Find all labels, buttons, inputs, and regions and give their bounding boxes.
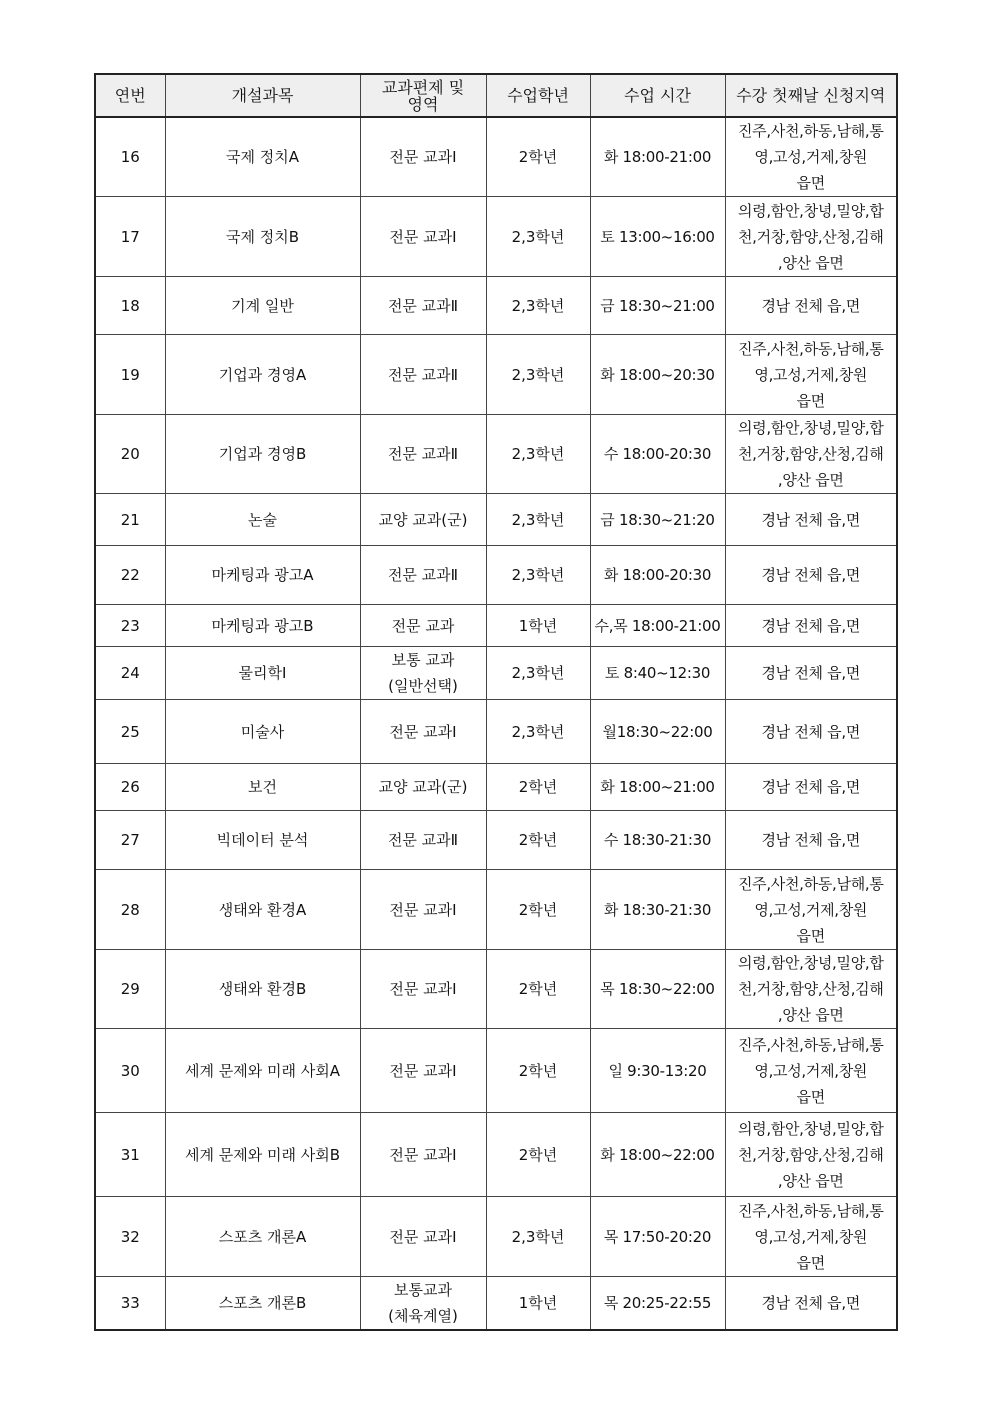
cell-region-line: 진주,사천,하동,남해,통 [737, 122, 884, 140]
cell-grade: 2학년 [486, 1113, 590, 1197]
cell-area [360, 811, 486, 870]
cell-region [725, 950, 897, 1029]
cell-area [360, 1113, 486, 1197]
cell-no: 26 [95, 764, 165, 811]
cell-area [360, 605, 486, 647]
cell-region [725, 1197, 897, 1277]
cell-area-line: 전문 교과Ⅰ [389, 722, 457, 741]
cell-region [725, 700, 897, 764]
table-row [95, 1277, 897, 1331]
cell-subject: 국제 정치B [165, 197, 360, 277]
cell-grade: 2,3학년 [486, 494, 590, 546]
cell-grade: 1학년 [486, 605, 590, 647]
cell-area-line: 전문 교과Ⅰ [389, 1227, 457, 1246]
cell-area-line: 전문 교과Ⅱ [387, 566, 459, 584]
cell-no: 17 [95, 197, 165, 277]
table-row [95, 494, 897, 546]
cell-grade: 2,3학년 [486, 1197, 590, 1277]
cell-region-line: 읍면 [796, 926, 825, 945]
course-table [94, 73, 898, 1331]
cell-region-line: 의령,함안,창녕,밀양,합 [737, 419, 884, 437]
cell-region-line: 영,고성,거제,창원 [754, 148, 868, 166]
cell-time: 토 8:40~12:30 [590, 647, 725, 700]
cell-region-line: 경남 전체 읍,면 [761, 831, 861, 849]
cell-area [360, 335, 486, 415]
cell-region-line: 영,고성,거제,창원 [754, 1227, 868, 1246]
cell-area [360, 764, 486, 811]
cell-grade: 2,3학년 [486, 415, 590, 494]
cell-region [725, 277, 897, 335]
cell-area-line: (일반선택) [388, 677, 458, 695]
cell-time: 화 18:30-21:30 [590, 870, 725, 950]
cell-region-line: 천,거창,함양,산청,김해 [737, 980, 884, 998]
cell-no: 27 [95, 811, 165, 870]
header-time: 수업 시간 [590, 74, 725, 117]
table-body [95, 117, 897, 1330]
cell-region-line: 경남 전체 읍,면 [761, 566, 861, 584]
cell-grade: 2,3학년 [486, 546, 590, 605]
cell-grade: 2,3학년 [486, 335, 590, 415]
cell-grade: 2학년 [486, 870, 590, 950]
cell-area-line: 전문 교과Ⅰ [389, 227, 457, 246]
cell-region-line: 경남 전체 읍,면 [761, 1294, 861, 1312]
cell-area-line: 전문 교과Ⅰ [389, 900, 457, 919]
cell-region-line: 경남 전체 읍,면 [761, 664, 861, 682]
cell-region-line: 읍면 [796, 1087, 825, 1106]
cell-time: 화 18:00-21:00 [590, 117, 725, 197]
cell-area-line: 전문 교과Ⅱ [387, 296, 459, 315]
cell-subject: 미술사 [165, 700, 360, 764]
cell-time: 금 18:30~21:00 [590, 277, 725, 335]
cell-no: 21 [95, 494, 165, 546]
cell-no: 33 [95, 1277, 165, 1331]
cell-grade: 1학년 [486, 1277, 590, 1331]
cell-region [725, 764, 897, 811]
cell-grade: 2학년 [486, 811, 590, 870]
cell-area [360, 117, 486, 197]
cell-region-line: 경남 전체 읍,면 [761, 510, 861, 529]
cell-area-line: 전문 교과Ⅰ [389, 1145, 457, 1164]
cell-time: 수 18:00-20:30 [590, 415, 725, 494]
cell-region-line: 경남 전체 읍,면 [761, 296, 861, 315]
cell-region-line: 읍면 [796, 1253, 825, 1272]
cell-area-line: 전문 교과Ⅰ [389, 980, 457, 998]
cell-time: 금 18:30~21:20 [590, 494, 725, 546]
table-row [95, 546, 897, 605]
table-row [95, 117, 897, 197]
cell-region [725, 494, 897, 546]
cell-area-line: 교양 교과(군) [378, 510, 468, 529]
cell-no: 23 [95, 605, 165, 647]
cell-grade: 2학년 [486, 764, 590, 811]
cell-subject: 세계 문제와 미래 사회B [165, 1113, 360, 1197]
cell-area [360, 950, 486, 1029]
cell-area-line: 전문 교과 [391, 616, 455, 635]
cell-region-line: ,양산 읍면 [777, 471, 844, 489]
table-row [95, 647, 897, 700]
cell-area [360, 870, 486, 950]
cell-region [725, 415, 897, 494]
cell-grade: 2학년 [486, 1029, 590, 1113]
cell-grade: 2,3학년 [486, 277, 590, 335]
header-subject: 개설과목 [165, 74, 360, 117]
table-row [95, 335, 897, 415]
cell-region [725, 870, 897, 950]
cell-subject: 마케팅과 광고B [165, 605, 360, 647]
cell-region [725, 546, 897, 605]
cell-subject: 생태와 환경B [165, 950, 360, 1029]
cell-region-line: 경남 전체 읍,면 [761, 778, 861, 796]
cell-area [360, 415, 486, 494]
cell-area-line: 전문 교과Ⅱ [387, 445, 459, 463]
cell-subject: 보건 [165, 764, 360, 811]
cell-region-line: 천,거창,함양,산청,김해 [737, 227, 884, 246]
cell-time: 수 18:30-21:30 [590, 811, 725, 870]
cell-region-line: 진주,사천,하동,남해,통 [737, 339, 884, 358]
table-row [95, 700, 897, 764]
cell-region [725, 811, 897, 870]
cell-subject: 물리학Ⅰ [165, 647, 360, 700]
header-region: 수강 첫째날 신청지역 [725, 74, 897, 117]
cell-area [360, 647, 486, 700]
table-row [95, 811, 897, 870]
cell-region-line: 진주,사천,하동,남해,통 [737, 1201, 884, 1220]
cell-area-line: (체육계열) [388, 1307, 458, 1325]
cell-region [725, 1277, 897, 1331]
cell-time: 목 17:50-20:20 [590, 1197, 725, 1277]
cell-grade: 2학년 [486, 117, 590, 197]
cell-grade: 2학년 [486, 950, 590, 1029]
cell-area [360, 1197, 486, 1277]
cell-area-line: 전문 교과Ⅰ [389, 1061, 457, 1080]
cell-subject: 스포츠 개론A [165, 1197, 360, 1277]
cell-area-line: 교양 교과(군) [378, 778, 468, 796]
cell-area [360, 494, 486, 546]
cell-region [725, 1029, 897, 1113]
cell-area [360, 700, 486, 764]
cell-time: 토 13:00~16:00 [590, 197, 725, 277]
table-row [95, 1197, 897, 1277]
cell-area-line: 보통교과 [394, 1281, 452, 1299]
cell-area [360, 1277, 486, 1331]
cell-no: 25 [95, 700, 165, 764]
cell-subject: 논술 [165, 494, 360, 546]
table-row [95, 1029, 897, 1113]
header-area [360, 74, 486, 117]
header-grade: 수업학년 [486, 74, 590, 117]
cell-subject: 생태와 환경A [165, 870, 360, 950]
cell-subject: 마케팅과 광고A [165, 546, 360, 605]
cell-region-line: 영,고성,거제,창원 [754, 1061, 868, 1080]
cell-area [360, 277, 486, 335]
cell-time: 일 9:30-13:20 [590, 1029, 725, 1113]
cell-no: 18 [95, 277, 165, 335]
cell-subject: 기계 일반 [165, 277, 360, 335]
cell-region-line: 영,고성,거제,창원 [754, 900, 868, 919]
cell-area [360, 546, 486, 605]
table-row [95, 1113, 897, 1197]
table-row [95, 197, 897, 277]
cell-area-line: 전문 교과Ⅱ [387, 831, 459, 849]
cell-time: 화 18:00-20:30 [590, 546, 725, 605]
cell-area-line: 전문 교과Ⅱ [387, 365, 459, 384]
header-row [95, 74, 897, 117]
cell-no: 24 [95, 647, 165, 700]
cell-time: 화 18:00~20:30 [590, 335, 725, 415]
cell-region-line: 의령,함안,창녕,밀양,합 [737, 201, 884, 220]
cell-area [360, 197, 486, 277]
table-row [95, 277, 897, 335]
cell-time: 화 18:00~21:00 [590, 764, 725, 811]
cell-region-line: ,양산 읍면 [777, 1171, 844, 1190]
cell-region [725, 197, 897, 277]
cell-region-line: 천,거창,함양,산청,김해 [737, 445, 884, 463]
cell-no: 32 [95, 1197, 165, 1277]
cell-time: 목 18:30~22:00 [590, 950, 725, 1029]
cell-region-line: 의령,함안,창녕,밀양,합 [737, 954, 884, 972]
table-row [95, 764, 897, 811]
cell-area [360, 1029, 486, 1113]
cell-subject: 스포츠 개론B [165, 1277, 360, 1331]
cell-region-line: 경남 전체 읍,면 [761, 722, 861, 741]
cell-time: 수,목 18:00-21:00 [590, 605, 725, 647]
header-area-line: 영역 [407, 94, 439, 114]
cell-region-line: 천,거창,함양,산청,김해 [737, 1145, 884, 1164]
cell-time: 목 20:25-22:55 [590, 1277, 725, 1331]
cell-region-line: 의령,함안,창녕,밀양,합 [737, 1119, 884, 1138]
cell-region [725, 605, 897, 647]
header-area-line: 교과편제 및 [381, 77, 465, 97]
cell-region-line: 읍면 [796, 174, 825, 192]
cell-no: 28 [95, 870, 165, 950]
cell-region-line: 영,고성,거제,창원 [754, 365, 868, 384]
cell-no: 22 [95, 546, 165, 605]
cell-no: 29 [95, 950, 165, 1029]
cell-area-line: 보통 교과 [391, 651, 455, 669]
cell-time: 화 18:00~22:00 [590, 1113, 725, 1197]
cell-no: 19 [95, 335, 165, 415]
cell-subject: 세계 문제와 미래 사회A [165, 1029, 360, 1113]
cell-region [725, 1113, 897, 1197]
cell-area-line: 전문 교과Ⅰ [389, 148, 457, 166]
table-row [95, 415, 897, 494]
cell-region [725, 335, 897, 415]
cell-time: 월18:30~22:00 [590, 700, 725, 764]
table-row [95, 950, 897, 1029]
cell-grade: 2,3학년 [486, 197, 590, 277]
cell-region-line: 진주,사천,하동,남해,통 [737, 874, 884, 893]
cell-subject: 기업과 경영B [165, 415, 360, 494]
cell-grade: 2,3학년 [486, 647, 590, 700]
cell-region-line: 경남 전체 읍,면 [761, 616, 861, 635]
cell-region [725, 117, 897, 197]
header-no: 연번 [95, 74, 165, 117]
cell-grade: 2,3학년 [486, 700, 590, 764]
cell-no: 31 [95, 1113, 165, 1197]
table-row [95, 870, 897, 950]
cell-region-line: 읍면 [796, 391, 825, 410]
cell-region-line: ,양산 읍면 [777, 253, 844, 272]
cell-subject: 빅데이터 분석 [165, 811, 360, 870]
cell-no: 30 [95, 1029, 165, 1113]
cell-subject: 국제 정치A [165, 117, 360, 197]
cell-no: 20 [95, 415, 165, 494]
cell-region-line: 진주,사천,하동,남해,통 [737, 1035, 884, 1054]
cell-region-line: ,양산 읍면 [777, 1006, 844, 1024]
table-row [95, 605, 897, 647]
cell-region [725, 647, 897, 700]
cell-no: 16 [95, 117, 165, 197]
cell-subject: 기업과 경영A [165, 335, 360, 415]
